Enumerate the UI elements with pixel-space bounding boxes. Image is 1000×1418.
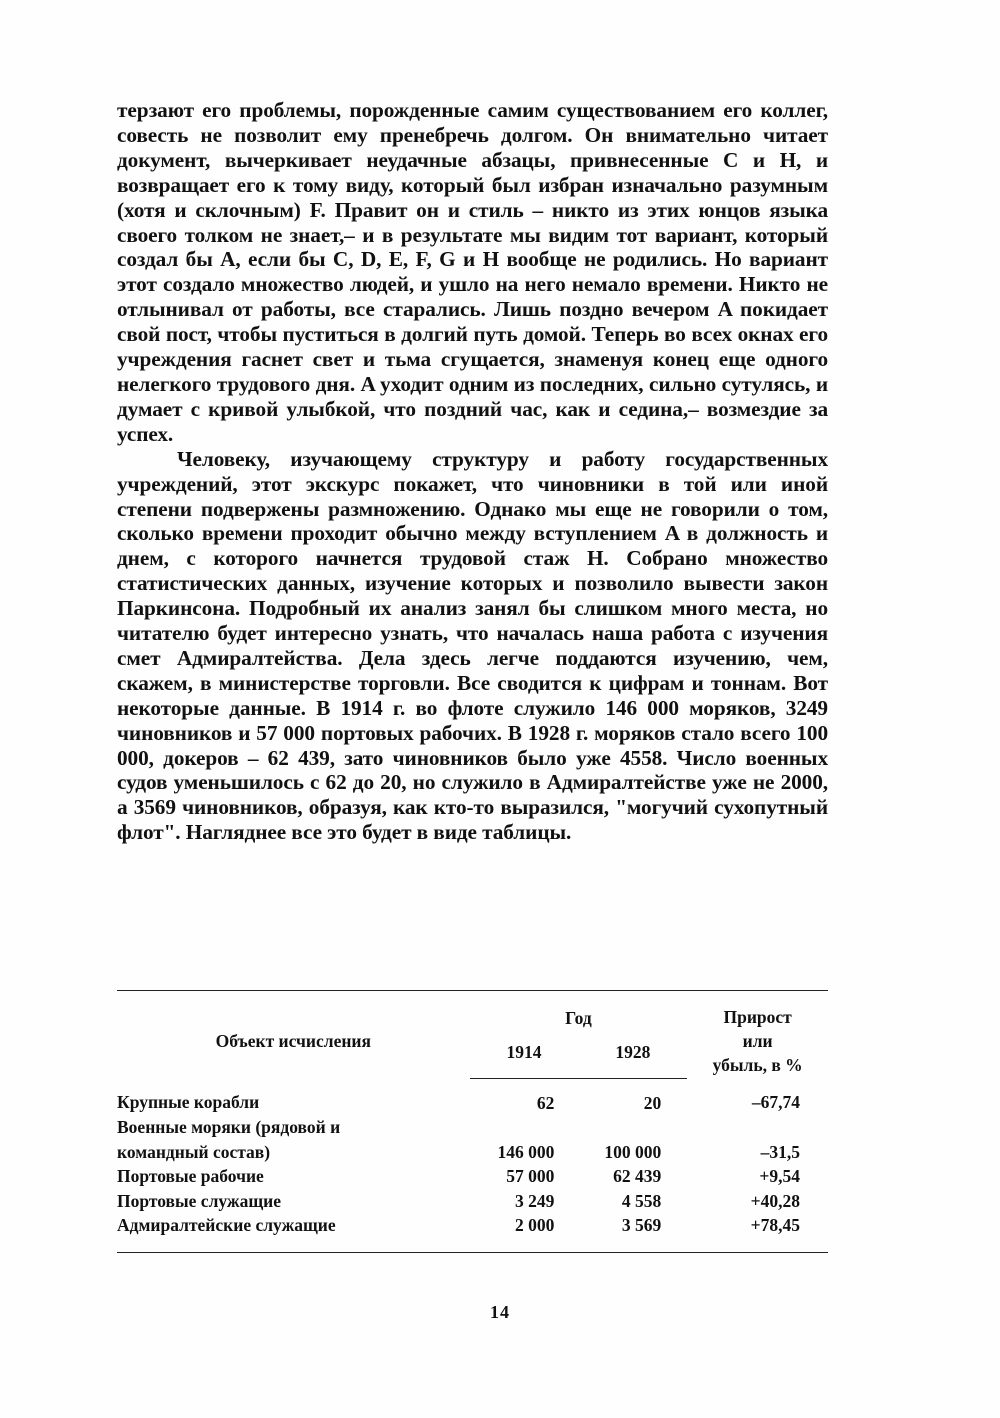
table-row [117,1078,828,1115]
row-value-1928: 3 569 [578,1213,687,1252]
row-change: +78,45 [687,1213,828,1252]
row-object: Военные моряки (рядовой и [117,1117,341,1137]
row-object: Крупные корабли [117,1092,260,1113]
paragraph-2: Человеку, изучающему структуру и работу государственных учреждений, этот экскурс покажет, что чиновники в той или иной степени подвержены размножению. Однако мы еще не говорили о том, сколько времени проходит обычно между вступлением A в должность и днем, с которого начнется трудовой стаж H. Собрано множество статистических данных, изучение которых и позволило вывести закон Паркинсона. Подробный их анализ занял бы слишком много места, но читателю будет интересно узнать, что началась наша работа с изучения смет Адмиралтейства. Дела здесь легче поддаются изучению, чем, скажем, в министерстве торговли. Все сводится к цифрам и тоннам. Вот некоторые данные. В 1914 г. во флоте служило 146 000 моряков, 3249 чиновников и 57 000 портовых рабочих. В 1928 г. моряков стало всего 100 000, докеров – 62 439, зато чиновников было уже 4558. Число военных судов уменьшилось с 62 до 20, но служило в Адмиралтействе уже не 2000, а 3569 чиновников, образуя, как кто-то выразился, "могучий сухопутный флот". Нагляднее все это будет в виде таблицы. [117,446,828,845]
table-row [117,1140,828,1165]
row-value-1914: 57 000 [506,1166,555,1186]
table-row [117,1164,828,1189]
row-change: +9,54 [759,1166,800,1186]
row-change: –67,74 [751,1092,800,1113]
header-object: Объект исчисления [117,991,470,1079]
row-value-1928 [578,1115,687,1140]
header-change-line1: Прирост [723,1007,792,1027]
row-change: +40,28 [750,1190,800,1211]
row-value-1914: 62 [536,1092,555,1113]
row-object: командный состав) [117,1141,271,1162]
row-value-1928: 4 558 [621,1190,662,1211]
paragraph-1: терзают его проблемы, порожденные самим существованием его коллег, совесть не позволит ему пренебречь долгом. Он внимательно читает документ, вычеркивает неудачные абзацы, привнесенные C и H, и возвращает его к тому виду, который был избран изначально разумным (хотя и склочным) F. Правит он и стиль – никто из этих юнцов языка своего толком не знает,– и в результате мы видим тот вариант, который создал бы A, если бы C, D, E, F, G и H вообще не родились. Но вариант этот создало множество людей, и ушло на него немало времени. Никто не отлынивал от работы, все старались. Лишь поздно вечером A покидает свой пост, чтобы пуститься в долгий путь домой. Теперь во всех окнах его учреждения гаснет свет и тьма сгущается, знаменуя конец еще одного нелегкого трудового дня. A уходит одним из последних, сильно сутулясь, и думает с кривой улыбкой, что поздний час, как и седина,– возмездие за успех. [117,98,828,446]
row-value-1928: 62 439 [613,1166,662,1186]
header-change-line3: убыль, в % [712,1055,803,1075]
table-row [117,1115,828,1140]
header-change-line2: или [742,1031,773,1051]
table-row [117,1213,828,1252]
row-change [687,1115,828,1140]
row-value-1928: 100 000 [604,1141,662,1162]
header-year-1928: 1928 [578,1039,687,1078]
header-change [687,991,828,1079]
row-value-1928: 20 [643,1092,662,1113]
statistics-table-container [117,990,828,1253]
header-year-group: Год [470,991,688,1040]
body-text [117,98,828,845]
row-object: Портовые служащие [117,1190,281,1211]
row-value-1914: 2 000 [470,1213,579,1252]
row-object: Портовые рабочие [117,1166,264,1186]
page-number: 14 [490,1302,510,1322]
row-value-1914 [470,1115,579,1140]
statistics-table [117,990,828,1253]
table-row [117,1189,828,1214]
header-year-1914: 1914 [470,1039,579,1078]
row-object: Адмиралтейские служащие [117,1213,470,1252]
table-header-row-top [117,991,828,1040]
row-value-1914: 3 249 [515,1190,555,1211]
row-value-1914: 146 000 [497,1141,555,1162]
row-change: –31,5 [760,1141,800,1162]
